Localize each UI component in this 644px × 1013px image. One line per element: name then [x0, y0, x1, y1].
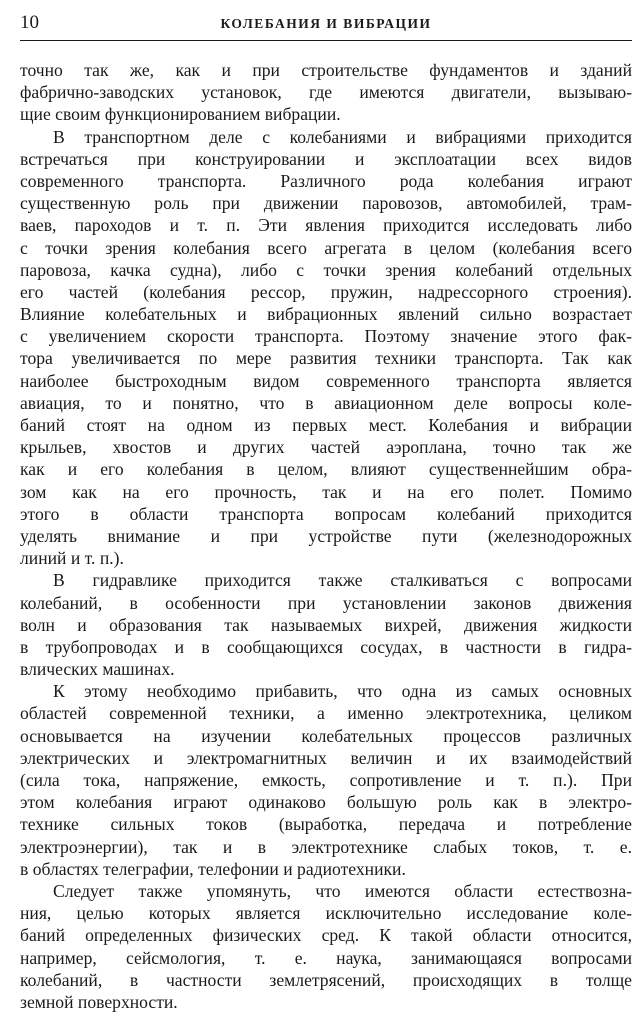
running-head: КОЛЕБАНИЯ И ВИБРАЦИИ — [220, 16, 432, 31]
book-page — [20, 10, 632, 1012]
text-line: Влияние колебательных и вибрационных явлений сильно возрастает — [20, 304, 632, 325]
text-line: В гидравлике приходится также сталкиваться с вопросами — [53, 570, 632, 591]
paragraph — [20, 880, 632, 1013]
text-line: существенную роль при движении паровозов, автомобилей, трам- — [20, 193, 632, 214]
text-line: в областях телеграфии, телефонии и радиотехники. — [20, 858, 406, 879]
text-line: К этому необходимо прибавить, что одна из самых основных — [53, 681, 632, 702]
page-header — [20, 10, 632, 41]
text-line: фабрично-заводских установок, где имеются двигатели, вызываю- — [20, 82, 632, 103]
text-line: волн и образования так называемых вихрей, движения жидкости — [20, 614, 632, 635]
text-line: с увеличением скорости транспорта. Поэтому значение этого фак- — [20, 326, 632, 347]
text-line: ния, целью которых является исключительно исследование коле- — [20, 903, 632, 924]
text-line: колебаний, в частности землетрясений, происходящих в толще — [20, 969, 632, 990]
page-number: 10 — [20, 12, 39, 33]
text-line: (сила тока, напряжение, емкость, сопротивление и т. п.). При — [20, 770, 632, 790]
text-line: паровоза, качка судна), либо с точки зрения колебаний отдельных — [20, 259, 632, 280]
text-line: встречаться при конструировании и эксплоатации всех видов — [20, 148, 632, 169]
text-line: влических машинах. — [20, 659, 175, 680]
text-line: баний стоят на одном из первых мест. Колебания и вибрации — [20, 415, 632, 435]
text-line: электроэнергии), так и в электротехнике слабых токов, т. е. — [20, 836, 632, 857]
text-line: наиболее быстроходным видом современного транспорта является — [20, 370, 632, 391]
text-line: зом как на его прочность, так и на его полет. Помимо — [20, 481, 632, 502]
paragraph — [20, 680, 632, 880]
text-line: этом колебания играют одинаково большую роль как в электро- — [20, 792, 632, 813]
body-text — [20, 59, 632, 1013]
text-line: ваев, пароходов и т. п. Эти явления приходится исследовать либо — [20, 215, 632, 236]
text-line: с точки зрения колебания всего агрегата в целом (колебания всего — [20, 237, 632, 258]
text-line: колебаний, в особенности при установлении законов движения — [20, 592, 632, 613]
text-line: в трубопроводах и в сообщающихся сосудах, в частности в гидра- — [20, 636, 632, 657]
text-line: его частей (колебания рессор, пружин, надрессорного строения). — [20, 281, 632, 302]
text-line: электрических и электромагнитных величин и их взаимодействий — [20, 747, 632, 768]
paragraph — [20, 59, 632, 126]
text-line: щие своим функционированием вибрации. — [20, 104, 341, 125]
text-line: крыльев, хвостов и других частей аэроплана, точно так же — [20, 437, 632, 458]
paragraph — [20, 569, 632, 680]
text-line: линий и т. п.). — [20, 548, 124, 569]
paragraph — [20, 126, 632, 570]
text-line: земной поверхности. — [20, 991, 178, 1012]
text-line: точно так же, как и при строительстве фундаментов и зданий — [20, 60, 632, 80]
text-line: областей современной техники, а именно электротехника, целиком — [20, 703, 632, 724]
text-line: этого в области транспорта вопросам колебаний приходится — [20, 503, 632, 524]
text-line: например, сейсмология, т. е. наука, занимающаяся вопросами — [20, 947, 632, 968]
text-line: уделять внимание и при устройстве пути (железнодорожных — [20, 525, 632, 546]
text-line: авиация, то и понятно, что в авиационном деле вопросы коле- — [20, 392, 632, 413]
text-line: тора увеличивается по мере развития техники транспорта. Так как — [20, 348, 632, 369]
text-line: Следует также упомянуть, что имеются области естествозна- — [53, 880, 632, 901]
text-line: основывается на изучении колебательных процессов различных — [20, 725, 632, 746]
text-line: как и его колебания в целом, влияют существеннейшим обра- — [20, 459, 632, 480]
text-line: баний определенных физических сред. К такой области относится, — [20, 925, 632, 946]
text-line: технике сильных токов (выработка, передача и потребление — [20, 814, 632, 835]
text-line: современного транспорта. Различного рода колебания играют — [20, 170, 632, 191]
text-line: В транспортном деле с колебаниями и вибрациями приходится — [53, 126, 632, 147]
